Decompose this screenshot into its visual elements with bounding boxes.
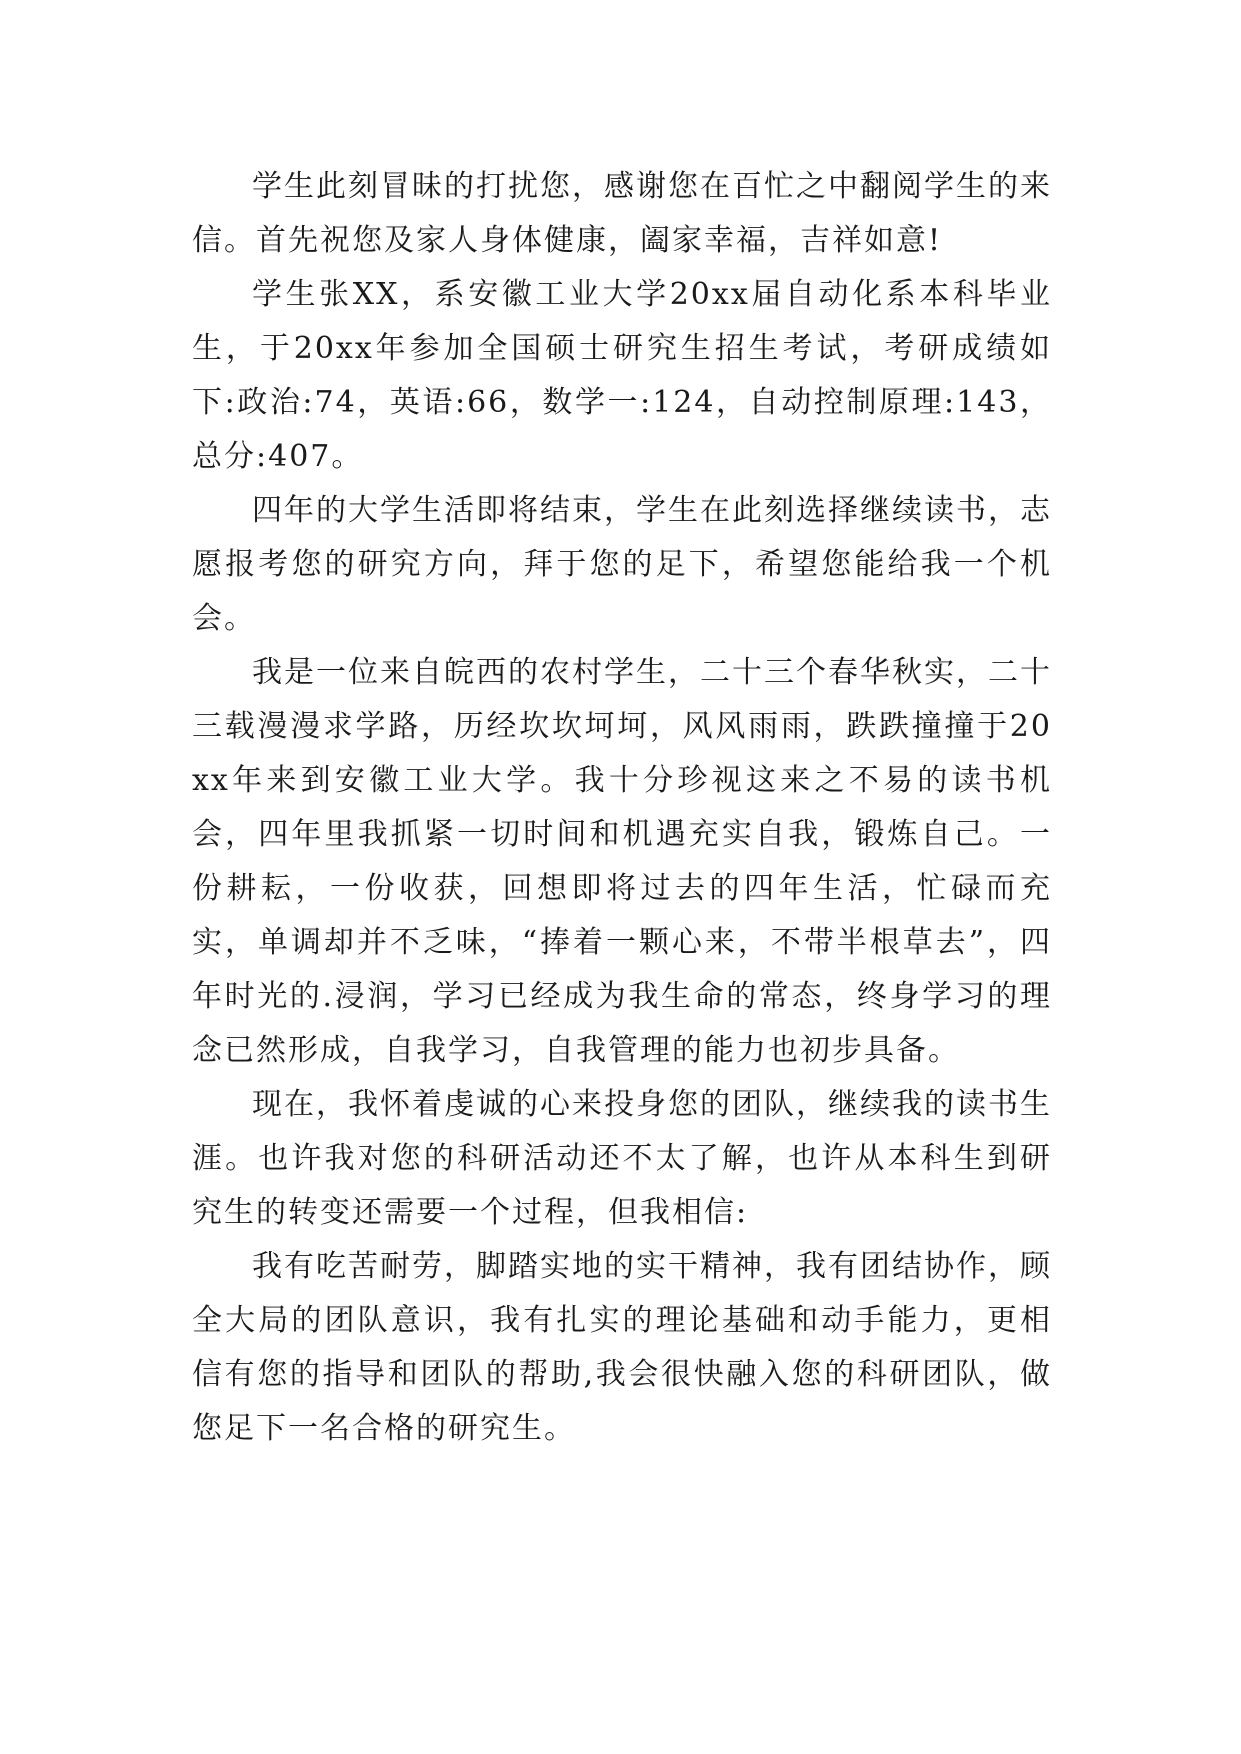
paragraph-exam-scores: 学生张XX，系安徽工业大学20xx届自动化系本科毕业生，于20xx年参加全国硕士研究生招生考试，考研成绩如下:政治:74，英语:66，数学一:124，自动控制原理:143，总分:407。: [192, 277, 1052, 474]
paragraph-background: 我是一位来自皖西的农村学生，二十三个春华秋实，二十三载漫漫求学路，历经坎坎坷坷，风风雨雨，跌跌撞撞于20xx年来到安徽工业大学。我十分珍视这来之不易的读书机会，四年里我抓紧一切时间和机遇充实自我，锻炼自己。一份耕耘，一份收获，回想即将过去的四年生活，忙碌而充实，单调却并不乏味，“捧着一颗心来，不带半根草去”，四年时光的.浸润，学习已经成为我生命的常态，终身学习的理念已然形成，自我学习，自我管理的能力也初步具备。: [192, 655, 1052, 1068]
paragraph-team: 现在，我怀着虔诚的心来投身您的团队，继续我的读书生涯。也许我对您的科研活动还不太了解，也许从本科生到研究生的转变还需要一个过程，但我相信:: [192, 1087, 1052, 1230]
paragraph-greeting: 学生此刻冒昧的打扰您，感谢您在百忙之中翻阅学生的来信。首先祝您及家人身体健康，阖家幸福，吉祥如意!: [192, 169, 1052, 258]
paragraph-intent: 四年的大学生活即将结束，学生在此刻选择继续读书，志愿报考您的研究方向，拜于您的足下，希望您能给我一个机会。: [192, 493, 1052, 636]
letter-body: [192, 160, 1052, 1456]
paragraph-qualities: 我有吃苦耐劳，脚踏实地的实干精神，我有团结协作，顾全大局的团队意识，我有扎实的理论基础和动手能力，更相信有您的指导和团队的帮助,我会很快融入您的科研团队，做您足下一名合格的研究生。: [192, 1249, 1052, 1446]
